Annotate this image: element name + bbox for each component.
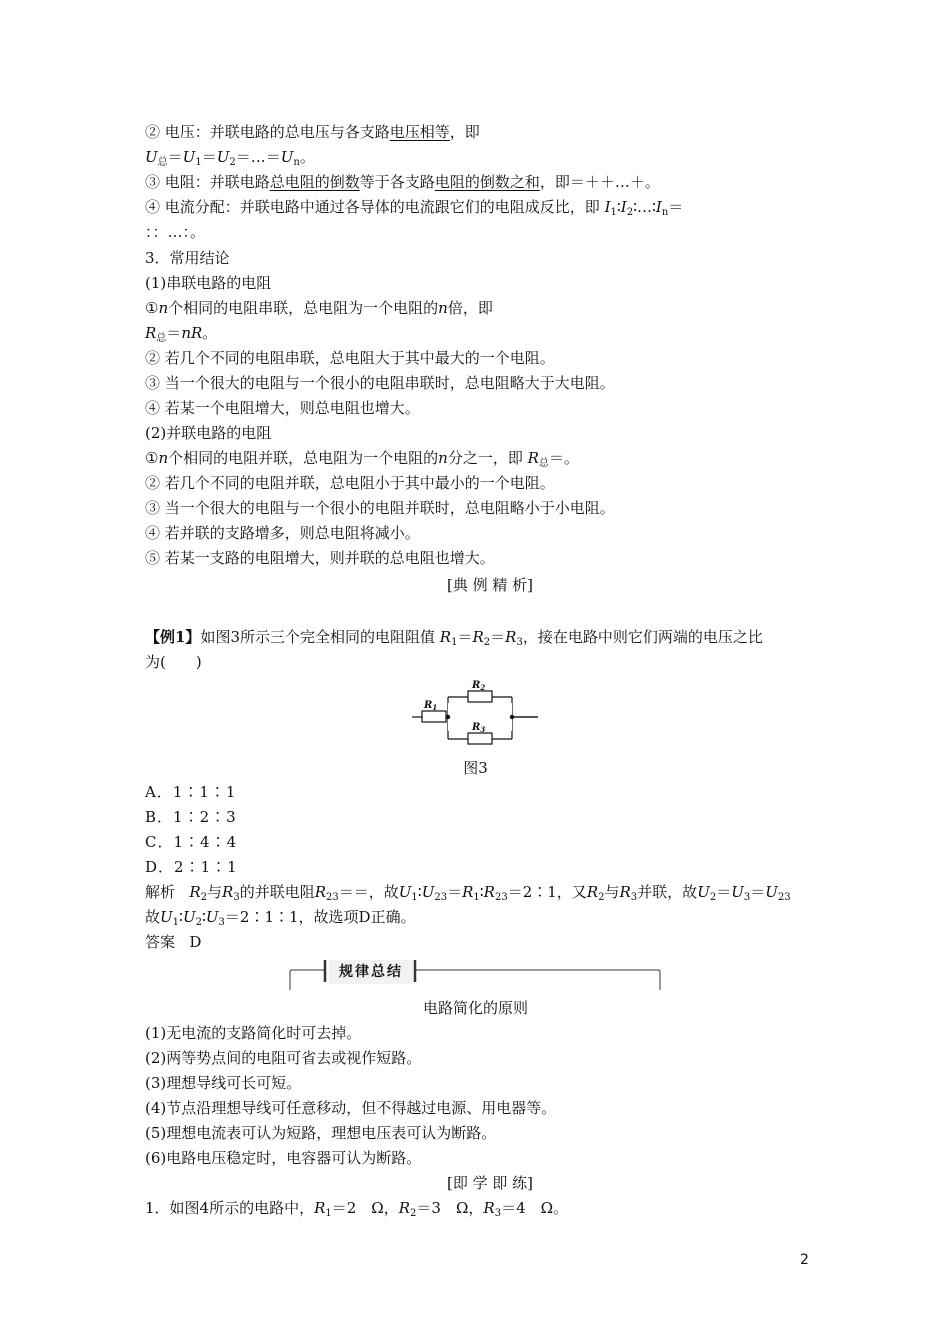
circuit-diagram: [408, 675, 543, 745]
series-rule-4: ④ 若某一个电阻增大，则总电阻也增大。: [145, 399, 420, 417]
option-b: B．1∶2∶3: [145, 808, 237, 826]
voltage-rule-line: ② 电压：并联电路的总电压与各支路电压相等，即: [145, 123, 480, 141]
subheading-series: (1)串联电路的电阻: [145, 274, 272, 292]
label-R2: $R_2$: [472, 680, 486, 692]
parallel-rule-3: ③ 当一个很大的电阻与一个很小的电阻并联时，总电阻略小于小电阻。: [145, 499, 615, 517]
parallel-rule-5: ⑤ 若某一支路的电阻增大，则并联的总电阻也增大。: [145, 549, 495, 567]
section-header-examples: [典 例 精 析]: [446, 576, 533, 594]
series-rule-1: ①n个相同的电阻串联，总电阻为一个电阻的n倍，即: [145, 299, 493, 317]
figure-caption: 图3: [463, 759, 488, 777]
junction-left: [446, 715, 450, 719]
current-distribution-line: ④ 电流分配：并联电路中通过各导体的电流跟它们的电阻成反比，即 $I_1∶I_2∶\dots∶I_n=$: [145, 198, 684, 218]
junction-right: [510, 715, 514, 719]
summary-item: (4)节点沿理想导线可任意移动，但不得越过电源、用电器等。: [145, 1099, 557, 1117]
series-formula: $R_总=nR$。: [145, 324, 218, 344]
summary-item: (6)电路电压稳定时，电容器可认为断路。: [145, 1149, 422, 1167]
subheading-parallel: (2)并联电路的电阻: [145, 424, 272, 442]
analysis-line-1: 解析 $R_2$与$R_3$的并联电阻$R_{23}==$，故$U_1∶U_{23}=R_1∶R_{23}=2∶1$，又$R_2$与$R_3$并联，故$U_2=U_3=U_{23}$: [145, 883, 791, 903]
summary-title: 电路简化的原则: [422, 999, 528, 1017]
option-c: C．1∶4∶4: [145, 833, 238, 851]
current-distribution-cont: ：：…：。: [145, 223, 206, 241]
summary-banner-title: 规律总结: [329, 960, 413, 984]
parallel-rule-2: ② 若几个不同的电阻并联，总电阻小于其中最小的一个电阻。: [145, 474, 555, 492]
summary-item: (2)两等势点间的电阻可省去或视作短路。: [145, 1049, 422, 1067]
example-question: 【例1】如图3所示三个完全相同的电阻阻值 $R_1=R_2=R_3$，接在电路中则它们两端的电压之比: [145, 628, 763, 648]
series-rule-3: ③ 当一个很大的电阻与一个很小的电阻串联时，总电阻略大于大电阻。: [145, 374, 615, 392]
section-heading-conclusions: 3．常用结论: [145, 249, 230, 267]
series-rule-2: ② 若几个不同的电阻串联，总电阻大于其中最大的一个电阻。: [145, 349, 555, 367]
summary-item: (5)理想电流表可认为短路，理想电压表可认为断路。: [145, 1124, 497, 1142]
page-number: 2: [800, 1252, 809, 1268]
voltage-formula: $U_总=U_1=U_2=\dots=U_n$。: [145, 148, 315, 168]
option-d: D．2∶1∶1: [145, 858, 238, 876]
section-header-practice: [即 学 即 练]: [446, 1174, 533, 1192]
parallel-rule-4: ④ 若并联的支路增多，则总电阻将减小。: [145, 524, 420, 542]
label-R3: $R_3$: [472, 722, 486, 734]
label-R1: $R_1$: [424, 700, 438, 712]
option-a: A．1∶1∶1: [145, 783, 237, 801]
practice-question-1: 1．如图4所示的电路中，$R_1=2$ Ω，$R_2=3$ Ω，$R_3=4$ Ω。: [145, 1199, 569, 1219]
analysis-line-2: 故$U_1∶U_2∶U_3=2∶1∶1$，故选项D正确。: [145, 908, 416, 928]
resistance-rule-line: ③ 电阻：并联电路总电阻的倒数等于各支路电阻的倒数之和，即＝＋＋…＋。: [145, 173, 660, 191]
example-question-cont: 为( ): [145, 653, 202, 671]
summary-item: (3)理想导线可长可短。: [145, 1074, 302, 1092]
summary-item: (1)无电流的支路简化时可去掉。: [145, 1024, 362, 1042]
parallel-rule-1: ①n个相同的电阻并联，总电阻为一个电阻的n分之一，即 $R_总=$。: [145, 449, 579, 469]
answer-line: 答案 D: [145, 933, 202, 951]
